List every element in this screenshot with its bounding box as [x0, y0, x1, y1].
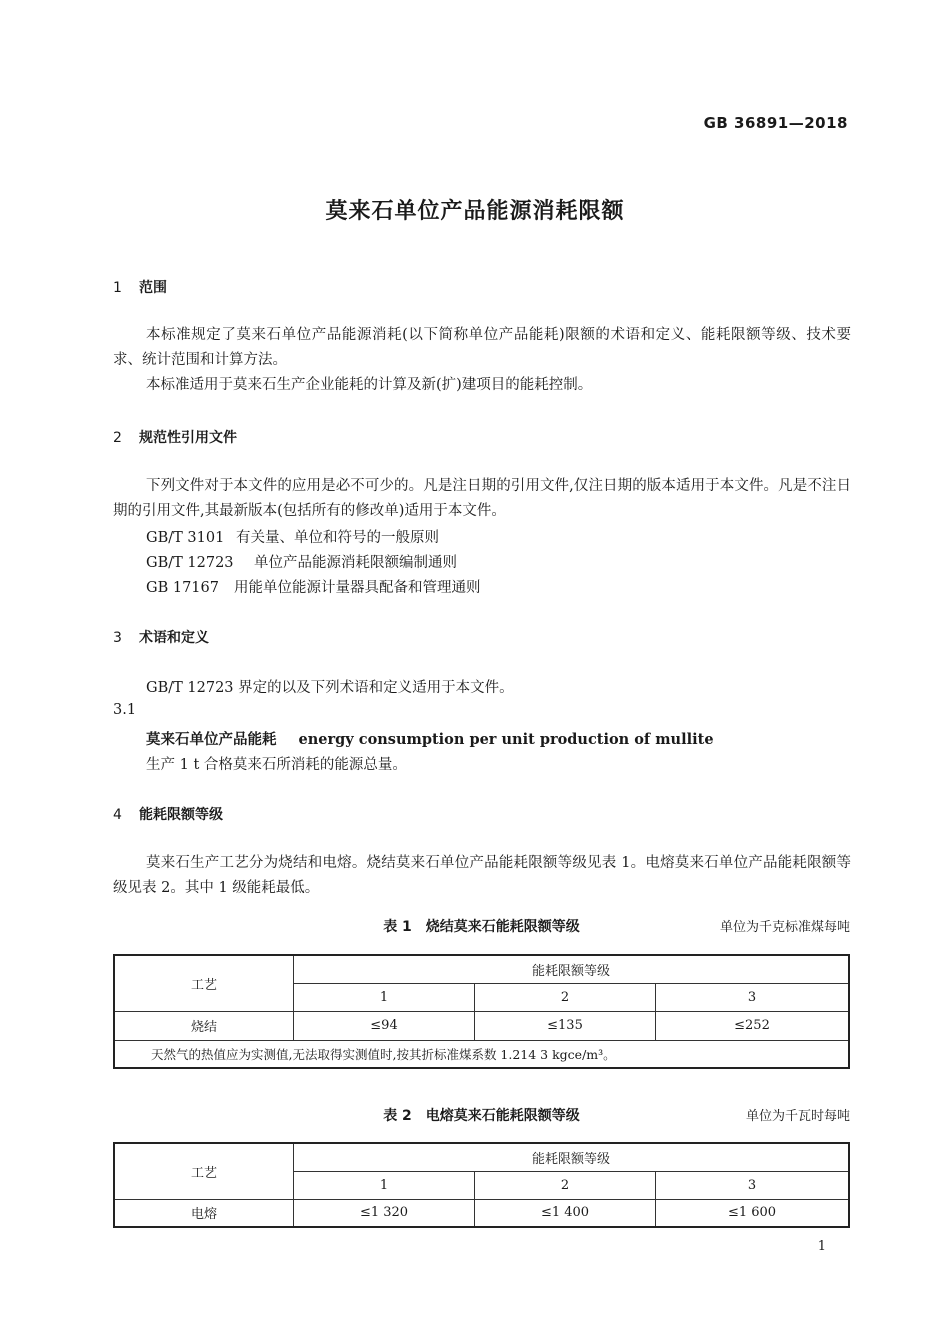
- reference-item: [146, 526, 439, 547]
- table-row: [114, 1199, 849, 1227]
- section-4-heading: [113, 804, 223, 824]
- section-number: 3: [113, 630, 122, 646]
- value-cell: ≤252: [656, 1011, 850, 1040]
- reference-item: [146, 576, 481, 597]
- standard-number: GB 36891—2018: [703, 114, 848, 132]
- process-cell: 电熔: [114, 1199, 294, 1227]
- term-chinese: 莫来石单位产品能耗: [146, 732, 277, 748]
- header-process: 工艺: [114, 955, 294, 1011]
- table-2: [113, 1142, 850, 1228]
- section-title: 术语和定义: [139, 630, 209, 646]
- table-1: [113, 954, 850, 1069]
- term-heading: [146, 728, 714, 749]
- section-title: 能耗限额等级: [139, 807, 223, 823]
- value-cell: ≤94: [294, 1011, 475, 1040]
- reference-item: [146, 551, 457, 572]
- section-number: 4: [113, 807, 122, 823]
- section-1-paragraph-1: 本标准规定了莫来石单位产品能源消耗(以下简称单位产品能耗)限额的术语和定义、能耗限额等级、技术要求、统计范围和计算方法。: [113, 327, 851, 368]
- value-cell: ≤1 400: [475, 1199, 656, 1227]
- section-number: 1: [113, 280, 122, 296]
- page-number: 1: [817, 1239, 826, 1254]
- grade-header-cell: 1: [294, 1171, 475, 1199]
- section-3-paragraph-1: GB/T 12723 界定的以及下列术语和定义适用于本文件。: [146, 680, 514, 696]
- term-english: energy consumption per unit production of mullite: [298, 731, 714, 748]
- table-unit: 单位为千克标准煤每吨: [719, 920, 850, 935]
- section-2-heading: [113, 427, 237, 447]
- table-2-caption: [113, 1105, 850, 1125]
- process-cell: 烧结: [114, 1011, 294, 1040]
- reference-code: GB/T 12723: [146, 555, 234, 571]
- table-caption-title: 表 2 电熔莫来石能耗限额等级: [383, 1108, 580, 1124]
- section-2-paragraph-1: 下列文件对于本文件的应用是必不可少的。凡是注日期的引用文件,仅注日期的版本适用于本文件。凡是不注日期的引用文件,其最新版本(包括所有的修改单)适用于本文件。: [113, 478, 851, 519]
- document-title: 莫来石单位产品能源消耗限额: [325, 199, 625, 224]
- grade-header-cell: 3: [656, 983, 850, 1011]
- grade-header-cell: 2: [475, 1171, 656, 1199]
- term-number: 3.1: [113, 702, 137, 718]
- reference-code: GB/T 3101: [146, 530, 225, 546]
- reference-code: GB 17167: [146, 580, 219, 596]
- section-1-paragraph-2: 本标准适用于莫来石生产企业能耗的计算及新(扩)建项目的能耗控制。: [146, 377, 593, 393]
- term-definition: 生产 1 t 合格莫来石所消耗的能源总量。: [146, 757, 407, 773]
- section-1-heading: [113, 277, 167, 297]
- table-unit: 单位为千瓦时每吨: [745, 1109, 850, 1124]
- section-4-paragraph-1: 莫来石生产工艺分为烧结和电熔。烧结莫来石单位产品能耗限额等级见表 1。电熔莫来石单位产品能耗限额等级见表 2。其中 1 级能耗最低。: [113, 855, 851, 896]
- value-cell: ≤1 320: [294, 1199, 475, 1227]
- section-number: 2: [113, 430, 122, 446]
- table-1-caption: [113, 916, 850, 936]
- reference-title: 有关量、单位和符号的一般原则: [236, 530, 439, 546]
- value-cell: ≤1 600: [656, 1199, 850, 1227]
- grade-header-cell: 1: [294, 983, 475, 1011]
- header-process: 工艺: [114, 1143, 294, 1199]
- reference-title: 单位产品能源消耗限额编制通则: [254, 555, 457, 571]
- table-caption-title: 表 1 烧结莫来石能耗限额等级: [383, 919, 580, 935]
- reference-title: 用能单位能源计量器具配备和管理通则: [234, 580, 481, 596]
- header-grade: 能耗限额等级: [294, 955, 850, 983]
- section-3-heading: [113, 627, 209, 647]
- header-grade: 能耗限额等级: [294, 1143, 850, 1171]
- section-title: 范围: [139, 280, 167, 296]
- grade-header-cell: 3: [656, 1171, 850, 1199]
- section-title: 规范性引用文件: [139, 430, 237, 446]
- value-cell: ≤135: [475, 1011, 656, 1040]
- grade-header-cell: 2: [475, 983, 656, 1011]
- table-row: [114, 1011, 849, 1040]
- table-note: 天然气的热值应为实测值,无法取得实测值时,按其折标准煤系数 1.214 3 kgce/m³。: [114, 1040, 849, 1068]
